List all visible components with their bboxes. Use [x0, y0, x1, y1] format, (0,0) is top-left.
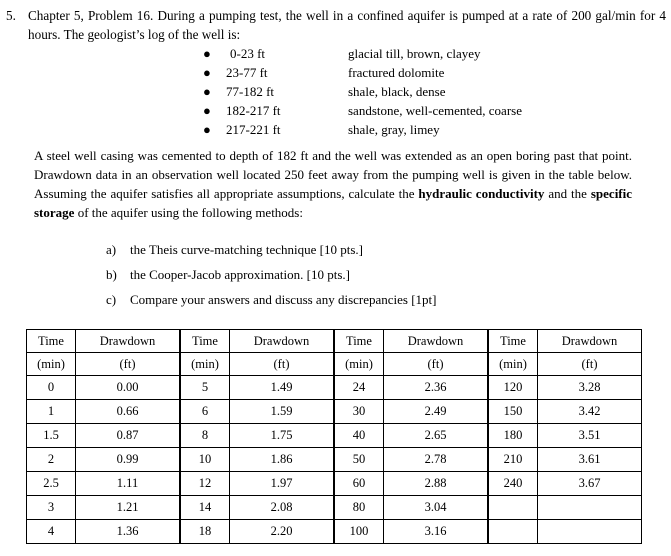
time-cell: (min) [180, 353, 230, 376]
problem-description [34, 146, 632, 222]
drawdown-cell: 0.99 [76, 448, 181, 472]
time-cell: 50 [334, 448, 384, 472]
drawdown-cell: 0.66 [76, 400, 181, 424]
hydraulic-conductivity-term: hydraulic conductivity [418, 186, 545, 201]
drawdown-cell: 3.04 [384, 496, 489, 520]
drawdown-cell: 1.97 [230, 472, 335, 496]
time-cell: 10 [180, 448, 230, 472]
drawdown-cell: (ft) [384, 353, 489, 376]
time-cell: (min) [27, 353, 76, 376]
drawdown-cell: 3.28 [538, 376, 642, 400]
drawdown-cell: 1.75 [230, 424, 335, 448]
log-description: glacial till, brown, clayey [348, 46, 481, 61]
drawdown-cell: Drawdown [538, 330, 642, 353]
time-cell: 60 [334, 472, 384, 496]
drawdown-cell: 1.21 [76, 496, 181, 520]
time-cell: Time [27, 330, 76, 353]
drawdown-cell: Drawdown [76, 330, 181, 353]
time-cell: 30 [334, 400, 384, 424]
drawdown-cell: 2.36 [384, 376, 489, 400]
method-item [106, 265, 437, 290]
para-text-2: and the [544, 186, 591, 201]
log-description: shale, black, dense [348, 84, 446, 99]
drawdown-cell: (ft) [538, 353, 642, 376]
time-cell: (min) [334, 353, 384, 376]
drawdown-cell: 3.61 [538, 448, 642, 472]
table-row [27, 376, 642, 400]
time-cell: (min) [488, 353, 538, 376]
problem-intro: Chapter 5, Problem 16. During a pumping test, the well in a confined aquifer is pumped at a rate of 200 gal/min for 4 hours. The geologist’s log of the well is: [28, 8, 666, 42]
drawdown-cell: 1.36 [76, 520, 181, 544]
table-row [27, 472, 642, 496]
bullet-icon: ● [203, 84, 211, 99]
table-row [27, 400, 642, 424]
drawdown-cell: 1.59 [230, 400, 335, 424]
time-cell: Time [488, 330, 538, 353]
bullet-icon: ● [203, 65, 211, 80]
time-cell: 0 [27, 376, 76, 400]
drawdown-cell: 3.67 [538, 472, 642, 496]
time-cell: 2 [27, 448, 76, 472]
drawdown-cell [538, 496, 642, 520]
time-cell [488, 496, 538, 520]
specific-storage-term: specific storage [34, 186, 633, 220]
time-cell: 150 [488, 400, 538, 424]
log-description: shale, gray, limey [348, 122, 440, 137]
time-cell: 5 [180, 376, 230, 400]
log-depth: 217-221 ft [226, 122, 281, 137]
method-text: the Theis curve-matching technique [10 pts.] [130, 242, 363, 257]
method-label: a) [106, 242, 117, 257]
time-cell: 24 [334, 376, 384, 400]
log-depth: 182-217 ft [226, 103, 281, 118]
drawdown-cell: 2.65 [384, 424, 489, 448]
drawdown-cell: 0.87 [76, 424, 181, 448]
time-cell: 180 [488, 424, 538, 448]
drawdown-table-body [27, 330, 642, 544]
para-text-3: of the aquifer using the following methods: [74, 205, 303, 220]
time-cell: 6 [180, 400, 230, 424]
table-row [27, 520, 642, 544]
time-cell: 210 [488, 448, 538, 472]
time-cell: Time [334, 330, 384, 353]
log-description: sandstone, well-cemented, coarse [348, 103, 522, 118]
table-header-row [27, 330, 642, 353]
time-cell: 100 [334, 520, 384, 544]
drawdown-cell: 1.11 [76, 472, 181, 496]
drawdown-table [26, 329, 642, 544]
bullet-icon: ● [203, 103, 211, 118]
bullet-icon: ● [203, 122, 211, 137]
time-cell: 18 [180, 520, 230, 544]
drawdown-cell: Drawdown [384, 330, 489, 353]
time-cell: 120 [488, 376, 538, 400]
time-cell: 12 [180, 472, 230, 496]
time-cell: 1.5 [27, 424, 76, 448]
time-cell: 14 [180, 496, 230, 520]
drawdown-cell: 3.16 [384, 520, 489, 544]
time-cell: 2.5 [27, 472, 76, 496]
drawdown-cell [538, 520, 642, 544]
drawdown-cell: 3.51 [538, 424, 642, 448]
table-row [27, 496, 642, 520]
drawdown-cell: 2.49 [384, 400, 489, 424]
time-cell: 4 [27, 520, 76, 544]
drawdown-cell: 2.88 [384, 472, 489, 496]
method-text: the Cooper-Jacob approximation. [10 pts.] [130, 267, 350, 282]
log-description: fractured dolomite [348, 65, 445, 80]
drawdown-cell: 0.00 [76, 376, 181, 400]
table-units-row [27, 353, 642, 376]
drawdown-cell: 3.42 [538, 400, 642, 424]
method-label: c) [106, 292, 117, 307]
method-item [106, 240, 437, 265]
log-depth: 77-182 ft [226, 84, 275, 99]
time-cell: 1 [27, 400, 76, 424]
drawdown-cell: 2.78 [384, 448, 489, 472]
table-row [27, 448, 642, 472]
log-depth: 0-23 ft [230, 46, 266, 61]
log-depth: 23-77 ft [226, 65, 268, 80]
drawdown-cell: 1.86 [230, 448, 335, 472]
time-cell: Time [180, 330, 230, 353]
drawdown-cell: 2.20 [230, 520, 335, 544]
drawdown-cell: (ft) [230, 353, 335, 376]
time-cell: 240 [488, 472, 538, 496]
drawdown-cell: Drawdown [230, 330, 335, 353]
method-label: b) [106, 267, 117, 282]
para-text-1: A steel well casing was cemented to depth of 182 ft and the well was extended as an open boring past that point. Drawdown data in an observation well located 250 feet away from the pumping well is given in the table below. Assuming the aquifer satisfies all appropriate assumptions, calculate the [34, 148, 632, 201]
time-cell: 8 [180, 424, 230, 448]
drawdown-cell: (ft) [76, 353, 181, 376]
methods-list [106, 240, 437, 315]
method-item [106, 290, 437, 315]
time-cell: 80 [334, 496, 384, 520]
bullet-icon: ● [203, 46, 211, 61]
problem-statement [6, 6, 666, 44]
time-cell: 3 [27, 496, 76, 520]
table-row [27, 424, 642, 448]
time-cell: 40 [334, 424, 384, 448]
method-text: Compare your answers and discuss any discrepancies [1pt] [130, 292, 437, 307]
drawdown-cell: 1.49 [230, 376, 335, 400]
time-cell [488, 520, 538, 544]
drawdown-cell: 2.08 [230, 496, 335, 520]
problem-number: 5. [6, 8, 16, 23]
